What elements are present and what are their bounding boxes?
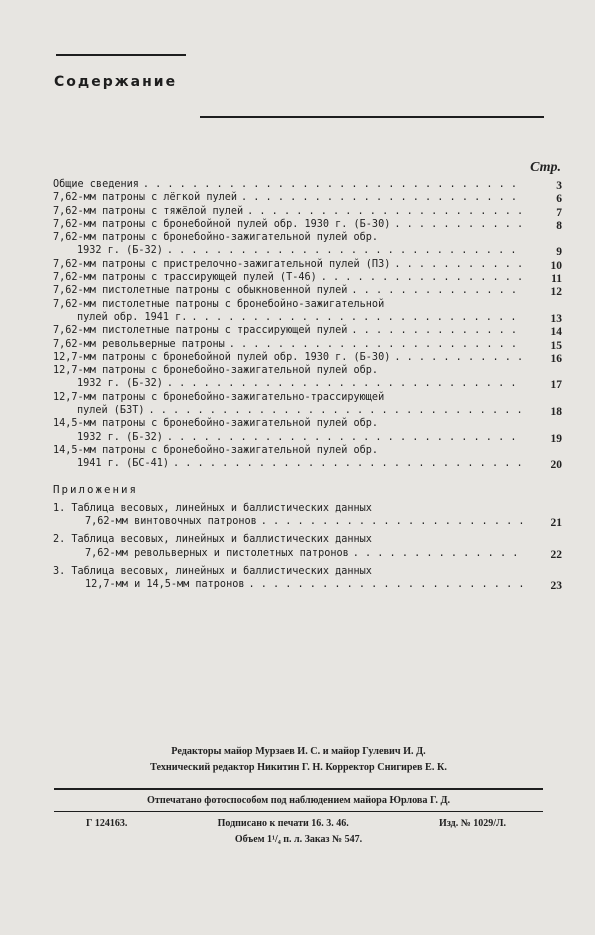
dot-leader [225, 338, 524, 351]
credits-rule-bottom [54, 811, 543, 812]
entry-text: 7,62-мм патроны с бронебойной пулей обр. 1930 г. (Б-30) [53, 218, 391, 230]
appendix-entry [53, 565, 562, 592]
page-number: 22 [550, 548, 562, 561]
page-number: 18 [550, 406, 562, 419]
page-title: Содержание [54, 74, 178, 90]
page-number: 3 [556, 180, 562, 192]
editors-line: Редакторы майор Мурзаев И. С. и майор Гулевич И. Д. [171, 746, 426, 757]
dot-leader [243, 205, 524, 218]
appendix-heading: Приложения [53, 482, 139, 496]
toc-line [53, 271, 524, 284]
credits-rule-top [54, 788, 543, 790]
dot-leader [144, 404, 524, 417]
toc-line [53, 404, 524, 417]
toc-entry [53, 324, 562, 337]
page-number: 9 [556, 246, 562, 259]
title-rule [200, 116, 544, 118]
appendix-entry [53, 502, 562, 529]
toc-line [53, 547, 524, 560]
entry-text: 1941 г. (БС-41) [77, 458, 170, 470]
toc-entry [53, 364, 562, 391]
page-number: 6 [556, 193, 562, 206]
entry-text: 7,62-мм винтовочных патронов [85, 516, 257, 528]
entry-text: 2. Таблица весовых, линейных и баллистических данных [53, 534, 372, 546]
entry-text: 12,7-мм патроны с бронебойно-зажигательной пулей обр. [53, 365, 379, 377]
entry-text: 14,5-мм патроны с бронебойно-зажигательной пулей обр. [53, 418, 379, 430]
page-column-header: Стр. [530, 160, 561, 175]
toc-line [53, 258, 524, 271]
toc-entry [53, 191, 562, 204]
entry-text: 1932 г. (Б-32) [77, 431, 163, 443]
dot-leader [163, 377, 524, 390]
top-rule [56, 54, 186, 56]
toc-entries [53, 178, 562, 471]
toc-line [53, 515, 524, 528]
page-number: 23 [550, 580, 562, 593]
entry-text: пулей (БЗТ) [77, 405, 145, 417]
toc-line [53, 377, 524, 390]
entry-text: 7,62-мм пистолетные патроны с обыкновенной пулей [53, 285, 348, 297]
toc-line [53, 205, 524, 218]
page-number: 7 [556, 206, 562, 219]
volume-line: Объем 1¹/₄ п. л. Заказ № 547. [234, 834, 363, 845]
dot-leader [237, 191, 524, 204]
toc-line [53, 578, 524, 591]
entry-text: 7,62-мм револьверные патроны [53, 338, 225, 350]
entry-text: 12,7-мм и 14,5-мм патронов [85, 579, 245, 591]
entry-text: 14,5-мм патроны с бронебойно-зажигательной пулей обр. [53, 444, 379, 456]
publication-number: Изд. № 1029/Л. [439, 818, 506, 829]
page-number: 20 [550, 459, 562, 472]
table-of-contents [53, 178, 562, 597]
page-number: 13 [550, 312, 562, 325]
page-number: 15 [550, 339, 562, 352]
toc-entry [53, 218, 562, 231]
toc-line [53, 457, 524, 470]
dot-leader [139, 178, 524, 191]
dot-leader [163, 244, 524, 257]
dot-leader [390, 258, 524, 271]
printed-line: Отпечатано фотоспособом под наблюдением майора Юрлова Г. Д. [146, 795, 451, 806]
entry-text: 7,62-мм патроны с трассирующей пулей (Т-46) [53, 272, 317, 284]
entry-text: пулей обр. 1941 г. [77, 311, 188, 323]
toc-entry [53, 338, 562, 351]
toc-line [53, 351, 524, 364]
entry-text: 7,62-мм патроны с бронебойно-зажигательной пулей обр. [53, 232, 379, 244]
dot-leader [390, 218, 524, 231]
entry-text: Общие сведения [53, 179, 139, 190]
entry-text: 12,7-мм патроны с бронебойной пулей обр. 1930 г. (Б-30) [53, 351, 391, 363]
page-number: 12 [550, 286, 562, 299]
page-number: 19 [550, 432, 562, 445]
toc-entry [53, 258, 562, 271]
page-number: 11 [551, 273, 562, 286]
toc-line [53, 218, 524, 231]
toc-entry [53, 351, 562, 364]
toc-entry [53, 391, 562, 418]
page-number: 16 [550, 352, 562, 365]
entry-text: 1932 г. (Б-32) [77, 378, 163, 390]
dot-leader [390, 351, 524, 364]
toc-line [53, 311, 524, 324]
entry-text: 7,62-мм револьверных и пистолетных патронов [85, 547, 349, 559]
toc-line [53, 431, 524, 444]
page-number: 14 [550, 326, 562, 339]
entry-text: 7,62-мм патроны с тяжёлой пулей [53, 205, 244, 217]
dot-leader [317, 271, 524, 284]
appendix-entry [53, 533, 562, 560]
dot-leader [163, 431, 524, 444]
entry-text: 7,62-мм пистолетные патроны с трассирующей пулей [53, 325, 348, 337]
order-code: Г 124163. [86, 818, 128, 829]
entry-text: 3. Таблица весовых, линейных и баллистических данных [53, 566, 372, 578]
entry-text: 1932 г. (Б-32) [77, 245, 163, 257]
toc-entry [53, 178, 562, 191]
dot-leader [347, 284, 524, 297]
toc-line [53, 338, 524, 351]
toc-line [53, 284, 524, 297]
toc-entry [53, 284, 562, 297]
toc-line [53, 324, 524, 337]
toc-entry [53, 271, 562, 284]
dot-leader [257, 515, 524, 528]
dot-leader [349, 547, 524, 560]
entry-text: 1. Таблица весовых, линейных и баллистических данных [53, 502, 372, 514]
tech-editor-line: Технический редактор Никитин Г. Н. Корректор Снигирев Е. К. [150, 761, 447, 773]
page-number: 21 [550, 517, 562, 530]
entry-text: 7,62-мм патроны с пристрелочно-зажигательной пулей (ПЗ) [53, 258, 391, 270]
toc-entry [53, 231, 562, 258]
toc-line [53, 178, 524, 191]
entry-text: 7,62-мм патроны с лёгкой пулей [53, 192, 238, 204]
imprint-row [86, 818, 506, 829]
page-number: 8 [556, 219, 562, 232]
dot-leader [169, 457, 524, 470]
toc-entry [53, 417, 562, 444]
signed-date: Подписано к печати 16. 3. 46. [217, 818, 349, 829]
entry-text: 7,62-мм пистолетные патроны с бронебойно-зажигательной [53, 298, 385, 310]
appendix-entries [53, 502, 562, 592]
toc-entry [53, 444, 562, 471]
dot-leader [347, 324, 524, 337]
page-number: 10 [550, 259, 562, 272]
page-number: 17 [550, 379, 562, 392]
toc-line [53, 244, 524, 257]
dot-leader [244, 578, 524, 591]
toc-line [53, 191, 524, 204]
toc-entry [53, 205, 562, 218]
dot-leader [187, 311, 524, 324]
credits-block [54, 744, 543, 775]
toc-entry [53, 298, 562, 325]
entry-text: 12,7-мм патроны с бронебойно-зажигательно-трассирующей [53, 391, 385, 403]
